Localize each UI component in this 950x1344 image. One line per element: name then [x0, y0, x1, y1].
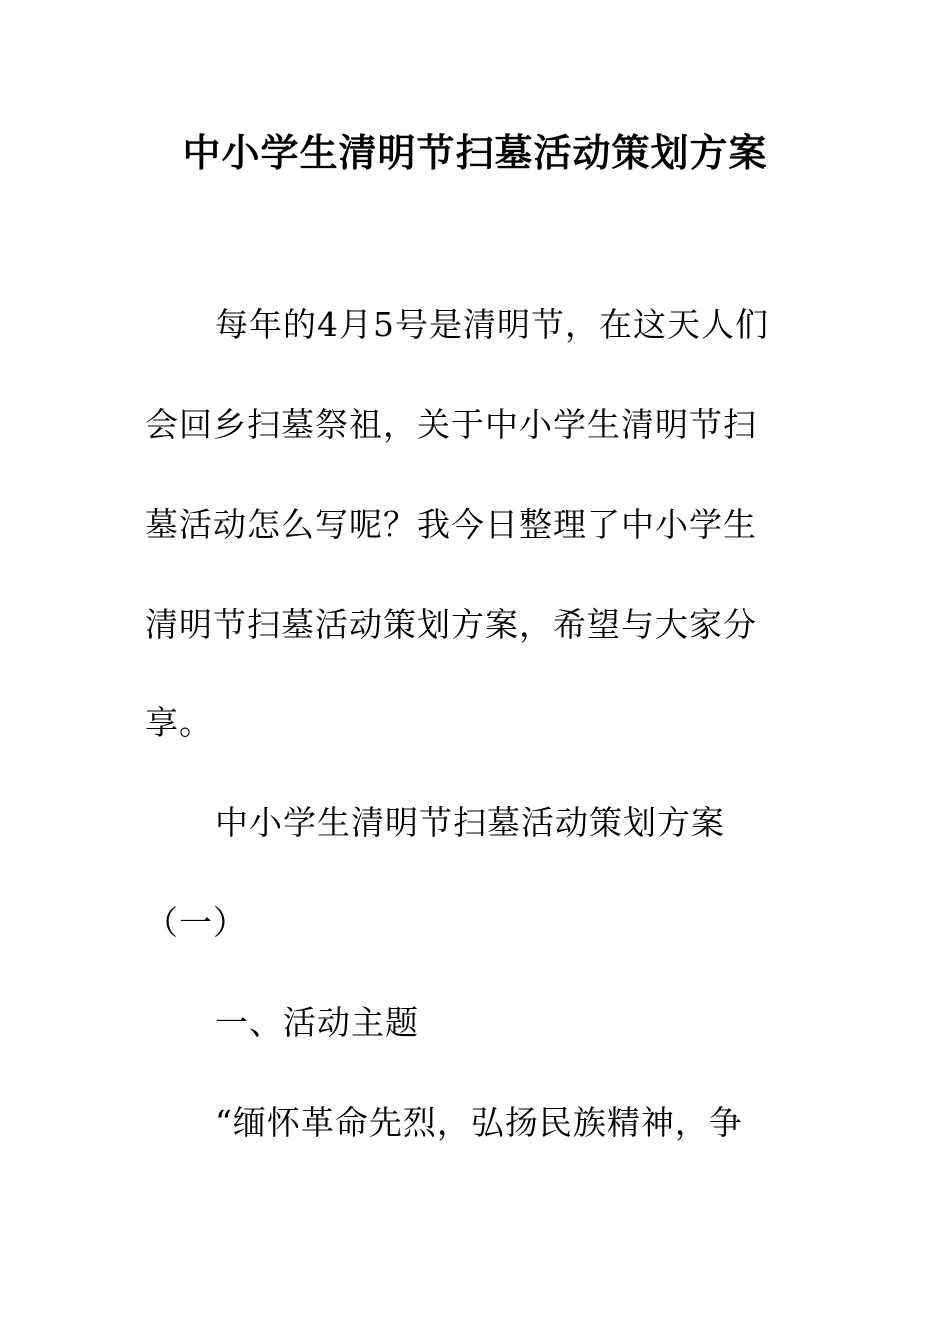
subsection-heading: 一、活动主题	[215, 1003, 419, 1042]
document-title: 中小学生清明节扫墓活动策划方案	[182, 131, 768, 175]
intro-line-3: 墓活动怎么写呢？我今日整理了中小学生	[145, 505, 757, 544]
theme-line-1: “缅怀革命先烈，弘扬民族精神，争	[215, 1103, 743, 1142]
section-heading-line-1: 中小学生清明节扫墓活动策划方案	[215, 803, 725, 842]
intro-line-4: 清明节扫墓活动策划方案，希望与大家分	[145, 605, 757, 644]
intro-line-2: 会回乡扫墓祭祖，关于中小学生清明节扫	[145, 405, 757, 444]
intro-line-1: 每年的4月5号是清明节，在这天人们	[215, 305, 769, 344]
intro-line-5: 享。	[145, 703, 213, 742]
section-heading-line-2: （一）	[145, 903, 247, 942]
